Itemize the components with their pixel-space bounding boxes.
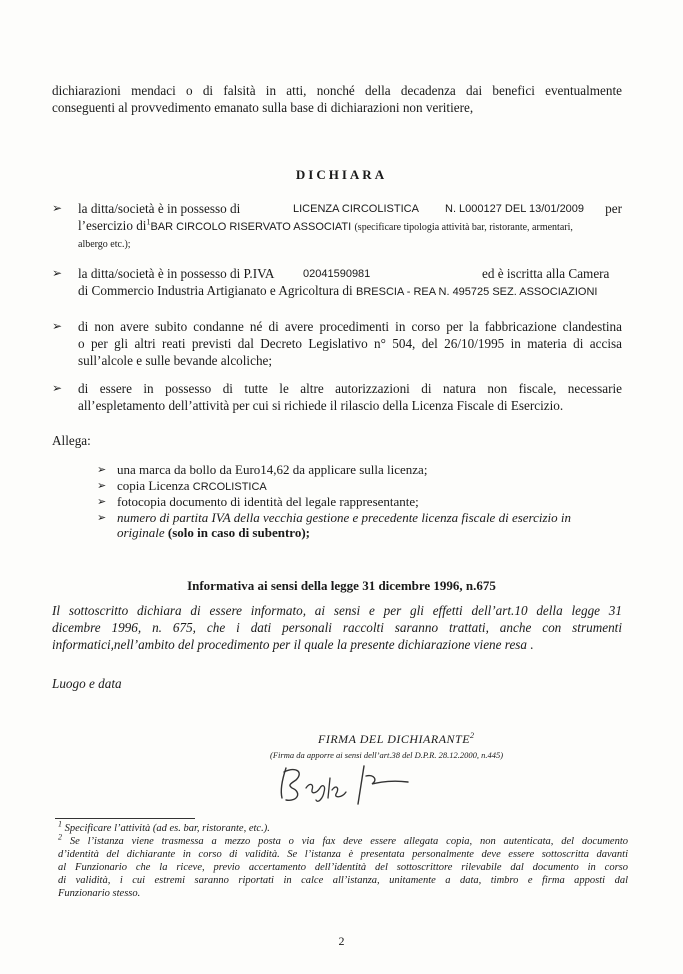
license-activity: BAR CIRCOLO RISERVATO ASSOCIATI xyxy=(150,221,352,233)
declaration-license xyxy=(52,200,622,253)
arrow-bullet-icon: ➢ xyxy=(52,266,63,280)
privacy-paragraph: Il sottoscritto dichiara di essere informato, ai sensi e per gli effetti dell’art.10 della legge 31 dicembre 1996, n. 675, che i dati personali raccolti saranno trattati, anche con strumenti informatici,nell’ambito del procedimento per il quale la presente dichiarazione viene resa . xyxy=(52,603,622,652)
intro-line-2: conseguenti al provvedimento emanato sulla base di dichiarazioni non veritiere, xyxy=(52,100,474,115)
license-number: N. L000127 DEL 13/01/2009 xyxy=(445,203,585,215)
license-per: per xyxy=(605,201,622,216)
footnote-ref-2: 2 xyxy=(470,731,475,740)
allega-item-license-copy: ➢ copia Licenza CRCOLISTICA xyxy=(97,478,267,493)
privacy-title: Informativa ai sensi della legge 31 dicembre 1996, n.675 xyxy=(187,578,496,593)
signature-label: FIRMA DEL DICHIARANTE$^2$ xyxy=(318,731,475,746)
license-spec-note: (specificare tipologia attività bar, ristorante, armentari, xyxy=(354,222,573,233)
chamber-prefix: di Commercio Industria Artigianato e Agricoltura di xyxy=(78,283,353,298)
piva-suffix: ed è iscritta alla Camera xyxy=(482,266,610,281)
place-date-label: Luogo e data xyxy=(52,676,122,691)
arrow-bullet-icon: ➢ xyxy=(97,463,107,476)
piva-number: 02041590981 xyxy=(303,268,371,280)
allega-item-stamp: ➢ una marca da bollo da Euro14,62 da applicare sulla licenza; xyxy=(97,462,428,477)
arrow-bullet-icon: ➢ xyxy=(97,479,107,492)
license-type: LICENZA CIRCOLISTICA xyxy=(293,203,419,215)
no-convictions-line-3: sull’alcole e sulle bevande alcoliche; xyxy=(78,353,273,368)
allega-item-id-copy: ➢ fotocopia documento di identità del legale rappresentante; xyxy=(97,494,419,509)
page-number: 2 xyxy=(338,934,345,948)
footnotes: $^1$ Specificare l’attività (ad es. bar, ristorante, etc.). $^2$ Se l’istanza viene trasmessa a mezzo posta o via fax deve essere allegata copia, non autenticata, del documento d’identità del dichiarante in corso di validità. Se l’istanza è presentata personalmente deve essere sottoscritta davanti al Funzionario che la riceve, previo accertamento dell’identità del sottoscrittore rilevabile dal documento in corso di validità, i cui estremi saranno riportati in calce all’istanza, unitamente a data, timbro e firma apposti dal Funzionario stesso. xyxy=(58,819,629,899)
license-exercise-prefix: l’esercizio di xyxy=(78,218,147,233)
arrow-bullet-icon: ➢ xyxy=(52,381,63,395)
license-spec-note-end: albergo etc.); xyxy=(78,239,131,250)
dichiara-heading: DICHIARA xyxy=(295,167,388,182)
declaration-authorizations xyxy=(52,380,622,414)
authorizations-line-2: all’espletamento dell’attività per cui si richiede il rilascio della Licenza Fiscale di Esercizio. xyxy=(78,398,564,413)
arrow-bullet-icon: ➢ xyxy=(97,495,107,508)
arrow-bullet-icon: ➢ xyxy=(52,201,63,215)
footnote-2: $^2$ Se l’istanza viene trasmessa a mezzo posta o via fax deve essere allegata copia, non autenticata, del documento xyxy=(58,832,629,847)
arrow-bullet-icon: ➢ xyxy=(52,319,63,333)
rea-registration: BRESCIA - REA N. 495725 SEZ. ASSOCIAZIONI xyxy=(355,286,598,298)
declaration-no-convictions xyxy=(52,318,622,369)
declaration-piva xyxy=(52,265,622,301)
arrow-bullet-icon: ➢ xyxy=(97,511,107,524)
no-convictions-line-1: di non avere subito condanne né di avere procedimenti in corso per la fabbricazione clandestina xyxy=(78,319,622,334)
license-prefix: la ditta/società è in possesso di xyxy=(78,201,241,216)
intro-line-1: dichiarazioni mendaci o di falsità in atti, nonché della decadenza dai benefici eventualmente xyxy=(52,83,622,98)
allega-item-vat-previous: ➢ numero di partita IVA della vecchia gestione e precedente licenza fiscale di esercizio in originale (solo in caso di subentro); xyxy=(97,510,572,540)
handwritten-signature xyxy=(268,758,438,808)
footnote-1: $^1$ Specificare l’attività (ad es. bar, ristorante, etc.). xyxy=(58,819,270,834)
allega-label: Allega: xyxy=(52,433,91,448)
no-convictions-line-2: o per gli altri reati previsti dal Decreto Legislativo n° 504, del 26/10/1995 in materia di accisa xyxy=(78,336,622,351)
license-copy-type: CRCOLISTICA xyxy=(192,481,267,493)
footnote-ref-1: 1 xyxy=(146,217,151,227)
authorizations-line-1: di essere in possesso di tutte le altre autorizzazioni di natura non fiscale, necessarie xyxy=(78,381,622,396)
signature-note: (Firma da apporre ai sensi dell’art.38 del D.P.R. 28.12.2000, n.445) xyxy=(270,750,504,760)
footnote-divider xyxy=(55,818,195,819)
intro-paragraph xyxy=(52,82,622,116)
piva-prefix: la ditta/società è in possesso di P.IVA xyxy=(78,266,275,281)
